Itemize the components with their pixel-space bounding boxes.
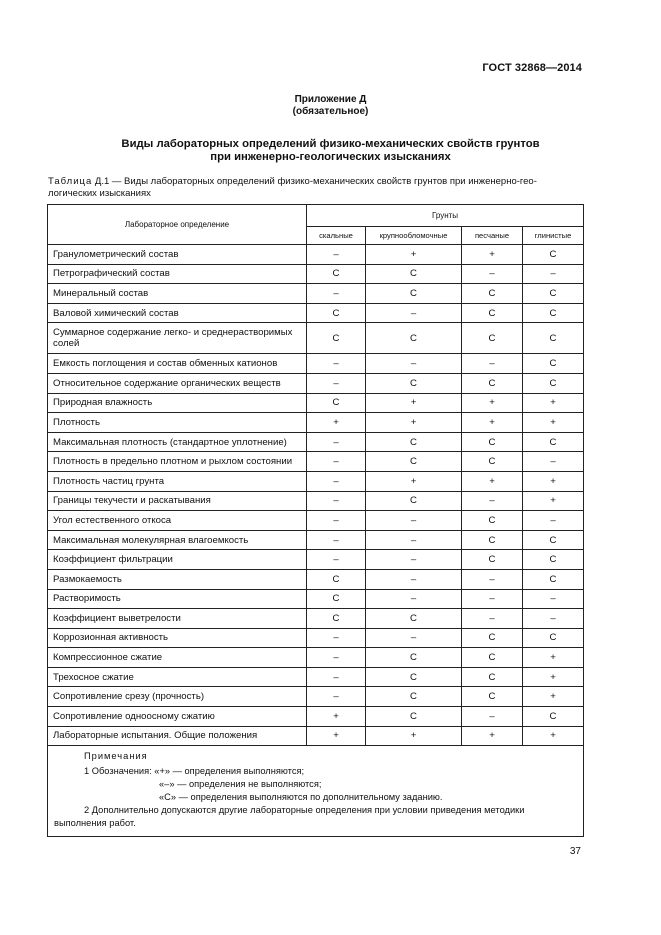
row-value-cell: +	[523, 648, 584, 668]
table-row	[48, 667, 584, 687]
lab-tests-table	[47, 204, 584, 837]
row-value-cell: –	[523, 452, 584, 472]
table-row	[48, 432, 584, 452]
column-header-coarse: крупнообломочные	[366, 227, 462, 245]
row-test-name: Гранулометрический состав	[48, 245, 307, 265]
row-value-cell: С	[523, 707, 584, 727]
row-value-cell: +	[307, 707, 366, 727]
row-value-cell: –	[462, 491, 523, 511]
row-value-cell: +	[462, 393, 523, 413]
row-value-cell: С	[523, 373, 584, 393]
row-value-cell: –	[523, 264, 584, 284]
section-title-line-1: Виды лабораторных определений физико-механических свойств грунтов	[121, 138, 540, 150]
table-row	[48, 707, 584, 727]
row-value-cell: С	[366, 707, 462, 727]
row-value-cell: С	[523, 628, 584, 648]
row-value-cell: С	[366, 373, 462, 393]
row-value-cell: С	[366, 452, 462, 472]
table-row	[48, 354, 584, 374]
row-value-cell: –	[307, 667, 366, 687]
row-value-cell: С	[462, 667, 523, 687]
row-test-name: Коррозионная активность	[48, 628, 307, 648]
row-test-name: Границы текучести и раскатывания	[48, 491, 307, 511]
note-1-line-3: «С» — определения выполняются по дополнительному заданию.	[159, 792, 443, 803]
document-code: ГОСТ 32868—2014	[482, 62, 582, 74]
row-value-cell: –	[462, 569, 523, 589]
row-value-cell: С	[523, 354, 584, 374]
row-value-cell: +	[523, 471, 584, 491]
row-value-cell: –	[307, 511, 366, 531]
table-row	[48, 245, 584, 265]
note-1-line-2: «–» — определения не выполняются;	[159, 779, 322, 790]
row-value-cell: С	[307, 264, 366, 284]
table-row	[48, 452, 584, 472]
row-value-cell: С	[307, 569, 366, 589]
note-1-line-1: 1 Обозначения: «+» — определения выполняются;	[84, 766, 305, 777]
row-test-name: Коэффициент выветрелости	[48, 609, 307, 629]
row-value-cell: +	[307, 726, 366, 746]
row-test-name: Суммарное содержание легко- и среднерастворимых солей	[48, 323, 307, 354]
row-value-cell: С	[462, 550, 523, 570]
table-notes	[48, 746, 584, 837]
row-value-cell: –	[307, 245, 366, 265]
row-value-cell: С	[523, 530, 584, 550]
table-row	[48, 284, 584, 304]
table-row	[48, 530, 584, 550]
row-value-cell: С	[366, 323, 462, 354]
column-header-sandy: песчаные	[462, 227, 523, 245]
row-value-cell: –	[307, 648, 366, 668]
table-row	[48, 264, 584, 284]
row-value-cell: +	[462, 726, 523, 746]
row-test-name: Плотность частиц грунта	[48, 471, 307, 491]
row-value-cell: С	[307, 589, 366, 609]
row-test-name: Угол естественного откоса	[48, 511, 307, 531]
row-value-cell: С	[523, 569, 584, 589]
row-value-cell: +	[523, 667, 584, 687]
row-value-cell: –	[366, 354, 462, 374]
column-header-lab-test: Лабораторное определение	[48, 205, 307, 245]
row-value-cell: С	[462, 452, 523, 472]
row-value-cell: +	[366, 393, 462, 413]
row-test-name: Относительное содержание органических веществ	[48, 373, 307, 393]
row-test-name: Сопротивление одноосному сжатию	[48, 707, 307, 727]
row-value-cell: +	[462, 245, 523, 265]
row-value-cell: –	[366, 569, 462, 589]
row-value-cell: С	[366, 687, 462, 707]
row-value-cell: С	[366, 491, 462, 511]
row-value-cell: С	[462, 432, 523, 452]
row-test-name: Компрессионное сжатие	[48, 648, 307, 668]
row-value-cell: –	[307, 373, 366, 393]
row-value-cell: +	[462, 471, 523, 491]
table-row	[48, 471, 584, 491]
table-caption-text: Д.1 — Виды лабораторных определений физико-механических свойств грунтов при инженерно-гео- логических изысканиях	[48, 176, 537, 199]
appendix-title: Приложение Д	[294, 94, 367, 105]
row-test-name: Минеральный состав	[48, 284, 307, 304]
table-row	[48, 687, 584, 707]
table-row	[48, 413, 584, 433]
row-value-cell: –	[366, 550, 462, 570]
notes-heading: Примечания	[84, 751, 148, 762]
row-value-cell: С	[307, 609, 366, 629]
row-test-name: Коэффициент фильтрации	[48, 550, 307, 570]
column-header-clayey: глинистые	[523, 227, 584, 245]
row-value-cell: –	[366, 628, 462, 648]
row-value-cell: –	[462, 264, 523, 284]
table-row	[48, 373, 584, 393]
row-value-cell: –	[307, 530, 366, 550]
row-value-cell: С	[366, 432, 462, 452]
row-value-cell: С	[462, 648, 523, 668]
table-row	[48, 491, 584, 511]
row-value-cell: С	[307, 303, 366, 323]
row-test-name: Лабораторные испытания. Общие положения	[48, 726, 307, 746]
row-value-cell: С	[366, 648, 462, 668]
row-test-name: Емкость поглощения и состав обменных катионов	[48, 354, 307, 374]
row-test-name: Плотность	[48, 413, 307, 433]
row-value-cell: –	[366, 530, 462, 550]
row-value-cell: –	[462, 354, 523, 374]
row-value-cell: С	[307, 393, 366, 413]
column-header-rocky: скальные	[307, 227, 366, 245]
row-test-name: Природная влажность	[48, 393, 307, 413]
row-value-cell: +	[462, 413, 523, 433]
row-value-cell: +	[366, 471, 462, 491]
row-value-cell: С	[523, 432, 584, 452]
row-value-cell: –	[307, 687, 366, 707]
row-value-cell: +	[366, 245, 462, 265]
row-value-cell: –	[366, 589, 462, 609]
row-value-cell: С	[523, 550, 584, 570]
appendix-status: (обязательное)	[292, 106, 369, 117]
row-value-cell: –	[307, 550, 366, 570]
table-row	[48, 393, 584, 413]
row-value-cell: С	[462, 323, 523, 354]
table-row	[48, 569, 584, 589]
row-value-cell: С	[307, 323, 366, 354]
note-2: 2 Дополнительно допускаются другие лабораторные определения при условии приведения методики выполнения работ.	[54, 805, 525, 829]
row-value-cell: С	[462, 530, 523, 550]
row-value-cell: –	[462, 589, 523, 609]
column-group-soils: Грунты	[307, 205, 584, 227]
row-test-name: Сопротивление срезу (прочность)	[48, 687, 307, 707]
table-row	[48, 726, 584, 746]
row-test-name: Трехосное сжатие	[48, 667, 307, 687]
row-value-cell: С	[462, 284, 523, 304]
row-value-cell: –	[523, 511, 584, 531]
section-title-line-2: при инженерно-геологических изысканиях	[210, 151, 451, 163]
row-value-cell: –	[462, 609, 523, 629]
row-value-cell: С	[462, 687, 523, 707]
row-value-cell: –	[523, 609, 584, 629]
row-value-cell: +	[523, 491, 584, 511]
row-value-cell: С	[366, 667, 462, 687]
row-value-cell: С	[462, 373, 523, 393]
row-value-cell: С	[366, 609, 462, 629]
row-value-cell: +	[366, 413, 462, 433]
row-value-cell: +	[307, 413, 366, 433]
row-test-name: Валовой химический состав	[48, 303, 307, 323]
page-number: 37	[569, 846, 581, 857]
table-row	[48, 609, 584, 629]
row-value-cell: +	[523, 687, 584, 707]
table-row	[48, 628, 584, 648]
row-value-cell: С	[523, 245, 584, 265]
table-row	[48, 323, 584, 354]
row-value-cell: С	[366, 264, 462, 284]
table-body	[48, 245, 584, 746]
table-row	[48, 303, 584, 323]
row-value-cell: –	[307, 284, 366, 304]
row-test-name: Растворимость	[48, 589, 307, 609]
row-test-name: Плотность в предельно плотном и рыхлом состоянии	[48, 452, 307, 472]
row-value-cell: С	[462, 511, 523, 531]
table-caption	[48, 176, 582, 200]
row-value-cell: –	[523, 589, 584, 609]
row-value-cell: +	[523, 413, 584, 433]
row-value-cell: С	[523, 323, 584, 354]
row-value-cell: –	[307, 491, 366, 511]
row-test-name: Максимальная плотность (стандартное уплотнение)	[48, 432, 307, 452]
row-value-cell: +	[523, 726, 584, 746]
row-test-name: Максимальная молекулярная влагоемкость	[48, 530, 307, 550]
row-value-cell: –	[366, 511, 462, 531]
row-value-cell: –	[307, 452, 366, 472]
row-value-cell: –	[307, 354, 366, 374]
row-value-cell: +	[366, 726, 462, 746]
table-row	[48, 589, 584, 609]
row-value-cell: –	[307, 432, 366, 452]
row-value-cell: С	[366, 284, 462, 304]
row-value-cell: С	[462, 303, 523, 323]
table-caption-label: Таблица	[48, 176, 93, 187]
row-test-name: Петрографический состав	[48, 264, 307, 284]
row-value-cell: –	[462, 707, 523, 727]
row-value-cell: С	[523, 284, 584, 304]
row-test-name: Размокаемость	[48, 569, 307, 589]
row-value-cell: С	[462, 628, 523, 648]
row-value-cell: –	[307, 628, 366, 648]
table-row	[48, 550, 584, 570]
row-value-cell: –	[366, 303, 462, 323]
row-value-cell: +	[523, 393, 584, 413]
table-row	[48, 648, 584, 668]
table-row	[48, 511, 584, 531]
row-value-cell: С	[523, 303, 584, 323]
row-value-cell: –	[307, 471, 366, 491]
